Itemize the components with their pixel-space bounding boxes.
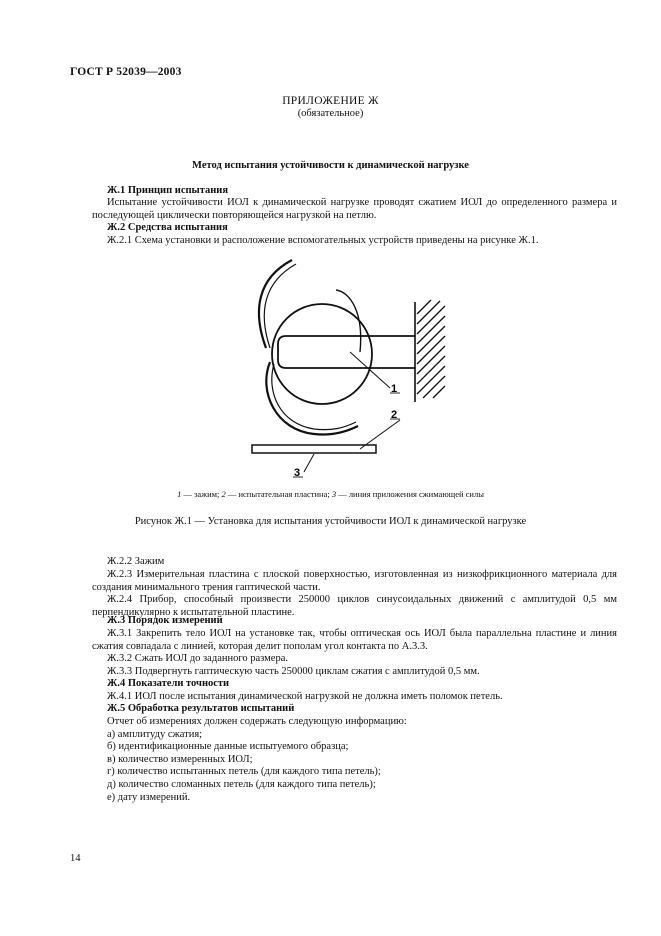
legend-num-3: 3 [331, 489, 337, 499]
section-heading-1: Ж.1 Принцип испытания [107, 185, 229, 196]
paragraph-2-1: Ж.2.1 Схема установки и расположение вспомогательных устройств приведены на рисунке Ж.1. [107, 234, 539, 246]
section-heading-2: Ж.2 Средства испытания [107, 222, 228, 233]
legend-num-2: 2 [221, 489, 226, 499]
paragraph-3-2: Ж.3.2 Сжать ИОЛ до заданного размера. [107, 653, 289, 664]
figure-label-3: 3 [294, 467, 301, 479]
legend-num-1: 1 [177, 489, 182, 499]
paragraph-2-3: Ж.2.3 Измерительная пластина с плоской поверхностью, изготовленная из низкофрикционного материала для создания минимального трения гаптической части. [92, 569, 617, 593]
paragraph-4-1: Ж.4.1 ИОЛ после испытания динамической нагрузкой не должна иметь поломок петель. [107, 690, 503, 702]
iol-optic [272, 304, 372, 404]
list-item: г) количество испытанных петель (для каждого типа петель); [107, 766, 381, 778]
figure-title: Рисунок Ж.1 — Установка для испытания устойчивости ИОЛ к динамической нагрузке [134, 516, 527, 527]
legend-text-1: — зажим; [181, 489, 222, 499]
legend-text-3: — линия приложения сжимающей силы [336, 489, 484, 499]
method-title: Метод испытания устойчивости к динамической нагрузке [192, 160, 469, 171]
legend-text-2: — испытательная пластина; [225, 489, 332, 499]
test-plate [252, 445, 376, 453]
page-number: 14 [70, 853, 81, 864]
figure-label-2: 2 [391, 409, 398, 421]
iol-haptic-loops [259, 260, 361, 435]
leader-line-2 [360, 420, 400, 449]
paragraph-3-3: Ж.3.3 Подвергнуть гаптическую часть 250000 циклам сжатия с амплитудой 0,5 мм. [107, 665, 480, 677]
leader-line-1 [350, 352, 390, 388]
section-heading-4: Ж.4 Показатели точности [107, 678, 230, 690]
figure-label-1: 1 [391, 383, 398, 395]
test-setup-figure [240, 252, 460, 482]
section-2-3-block [92, 569, 617, 619]
section-2-heading-block [107, 222, 617, 247]
standard-number: ГОСТ Р 52039—2003 [70, 66, 182, 78]
paragraph-3-1: Ж.3.1 Закрепить тело ИОЛ на установке так, чтобы оптическая ось ИОЛ была параллельна пластине и линия сжатия совпадала с линией, которая делит пополам угол контакта по А.3.3. [92, 628, 617, 652]
list-item: в) количество измеренных ИОЛ; [107, 753, 253, 765]
list-item: а) амплитуду сжатия; [107, 728, 203, 740]
section-heading-3: Ж.3 Порядок измерений [107, 615, 223, 626]
figure-legend [0, 489, 661, 499]
annex-subtitle: (обязательное) [297, 108, 364, 119]
list-item: е) дату измерений. [107, 791, 191, 803]
section-1-text [92, 197, 617, 222]
leader-line-3 [304, 454, 314, 472]
list-item: д) количество сломанных петель (для каждого типа петель); [107, 778, 376, 790]
section-top [107, 185, 617, 198]
clamp-arm [278, 336, 415, 368]
paragraph-5-intro: Отчет об измерениях должен содержать следующую информацию: [107, 715, 407, 727]
paragraph-2-2: Ж.2.2 Зажим [107, 556, 165, 567]
list-item: б) идентификационные данные испытуемого образца; [107, 741, 349, 753]
paragraph-2-4: Ж.2.4 Прибор, способный произвести 250000 циклов синусоидальных движений с амплитудой 0,5 мм перпендикулярно к испытательной пластине. [92, 594, 617, 618]
annex-title: ПРИЛОЖЕНИЕ Ж [282, 95, 379, 107]
section-2-continued [107, 556, 617, 569]
section-3-block [92, 628, 617, 653]
section-3-heading-block [107, 615, 617, 628]
section-heading-5: Ж.5 Обработка результатов испытаний [107, 703, 295, 715]
section-3-4-block [107, 653, 617, 804]
paragraph-1: Испытание устойчивости ИОЛ к динамической нагрузке проводят сжатием ИОЛ до определенного размера и последующей циклически повторяющейся нагрузкой на петлю. [92, 197, 617, 221]
clamp-wall [415, 300, 445, 402]
